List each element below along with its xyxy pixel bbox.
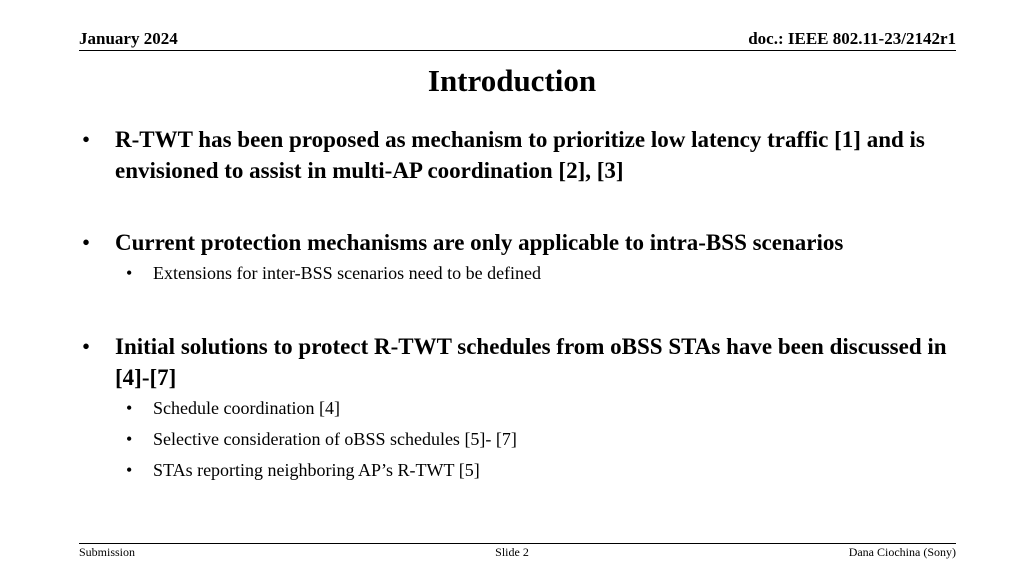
bullet-2 bbox=[82, 227, 962, 258]
sub-bullet-dot-icon: • bbox=[126, 460, 133, 480]
sub-bullet-text: Selective consideration of oBSS schedules [5]- [7] bbox=[153, 429, 517, 449]
bullet-dot-icon: • bbox=[82, 127, 91, 152]
sub-bullet-text: Extensions for inter-BSS scenarios need to be defined bbox=[153, 263, 542, 283]
sub-bullet-dot-icon: • bbox=[126, 398, 133, 418]
footer-divider bbox=[79, 543, 956, 544]
sub-bullet-dot-icon: • bbox=[126, 263, 133, 283]
bullet-dot-icon: • bbox=[82, 334, 91, 359]
bullet-1-text: R-TWT has been proposed as mechanism to prioritize low latency traffic [1] and is envisioned to assist in multi-AP coordination [2], [3] bbox=[115, 127, 925, 183]
sub-bullet-3-3 bbox=[82, 455, 962, 486]
bullet-1 bbox=[82, 124, 962, 186]
sub-bullet-3-2 bbox=[82, 424, 962, 455]
header-doc-id: doc.: IEEE 802.11-23/2142r1 bbox=[748, 29, 956, 48]
sub-bullet-dot-icon: • bbox=[126, 429, 133, 449]
footer-author: Dana Ciochina (Sony) bbox=[848, 545, 956, 559]
slide-title: Introduction bbox=[427, 63, 597, 98]
bullet-3-text: Initial solutions to protect R-TWT schedules from oBSS STAs have been discussed in [4]-[7] bbox=[115, 334, 947, 390]
bullet-dot-icon: • bbox=[82, 230, 91, 255]
sub-bullet-text: Schedule coordination [4] bbox=[153, 398, 340, 418]
header-date: January 2024 bbox=[79, 29, 178, 48]
sub-bullet-text: STAs reporting neighboring AP’s R-TWT [5] bbox=[153, 460, 480, 480]
bullet-2-text: Current protection mechanisms are only applicable to intra-BSS scenarios bbox=[115, 230, 844, 255]
footer-submission: Submission bbox=[79, 545, 136, 559]
footer-slide-number: Slide 2 bbox=[495, 545, 529, 559]
sub-bullet-2-1 bbox=[82, 258, 962, 289]
slide-body bbox=[82, 124, 962, 486]
bullet-3 bbox=[82, 331, 962, 393]
header-divider bbox=[79, 50, 956, 51]
sub-bullet-3-1 bbox=[82, 393, 962, 424]
